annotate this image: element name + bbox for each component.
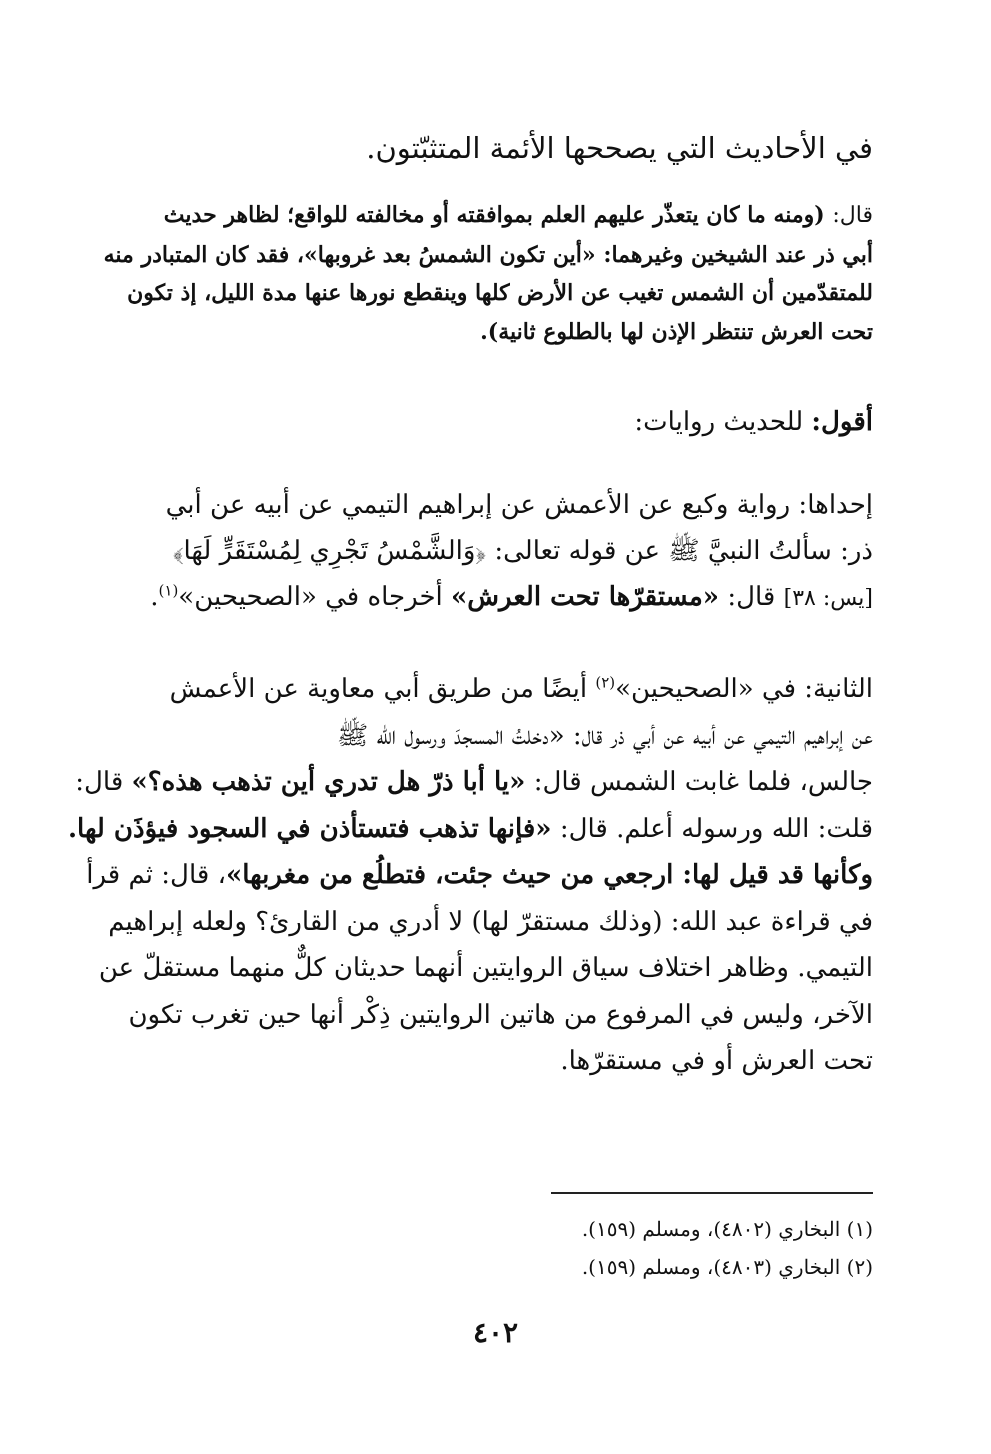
para2-line-3-a: جالس، فلما غابت الشمس قال: bbox=[533, 767, 873, 797]
para1-line-2: ذر: سألتُ النبيَّ ﷺ عن قوله تعالى: ﴿وَالشَّمْسُ تَجْرِي لِمُسْتَقَرٍّ لَهَا﴾ bbox=[172, 536, 873, 566]
para2-line-7: التيمي. وظاهر اختلاف سياق الروايتين أنهما حديثان كلٌّ منهما مستقلّ عن bbox=[98, 953, 873, 983]
para2-line-1-b: أيضًا من طريق أبي معاوية عن الأعمش bbox=[169, 674, 588, 704]
para2-line-3-b: قال: bbox=[75, 767, 124, 797]
para1-end: . bbox=[150, 582, 159, 612]
para1-line-1: إحداها: رواية وكيع عن الأعمش عن إبراهيم التيمي عن أبيه عن أبي bbox=[165, 490, 873, 520]
footnote-2: (٢) البخاري (٤٨٠٣)، ومسلم (١٥٩). bbox=[581, 1255, 873, 1279]
para2-line-1 bbox=[115, 666, 873, 713]
para2-line-2: عن إبراهيم التيمي عن أبيه عن أبي ذر قال: «دخلتُ المسجدَ ورسول الله ﷺ bbox=[336, 720, 873, 751]
footnote-marker-1[interactable]: (١) bbox=[158, 581, 179, 600]
aqul-label: أقول: bbox=[811, 407, 873, 437]
para1-source: أخرجاه في «الصحيحين» bbox=[178, 582, 443, 612]
para1-said: قال: bbox=[727, 582, 776, 612]
para2-line-8: الآخر، وليس في المرفوع من هاتين الروايتين ذِكْر أنها حين تغرب تكون bbox=[128, 999, 873, 1030]
aqul-line bbox=[115, 400, 873, 444]
para2-line-4-bold: «فإنها تذهب فتستأذن في السجود فيؤذَن لها. bbox=[67, 813, 552, 844]
surah-reference: [يس: ٣٨] bbox=[783, 586, 873, 611]
para1-hadith-bold: «مستقرّها تحت العرش» bbox=[451, 582, 720, 612]
quote-line-4: تحت العرش تنتظر الإذن لها بالطلوع ثانية). bbox=[480, 318, 873, 345]
footnotes bbox=[115, 1210, 873, 1286]
para1-line-3 bbox=[115, 574, 873, 622]
quote-line-3: للمتقدّمين أن الشمس تغيب عن الأرض كلها وينقطع نورها عنها مدة الليل، إذ تكون bbox=[127, 280, 873, 306]
paragraph-first-narration bbox=[115, 482, 873, 622]
para2-line-5-b: ، قال: ثم قرأ bbox=[86, 860, 226, 890]
quote-line-2: أبي ذر عند الشيخين وغيرهما: «أين تكون الشمسُ بعد غروبها»، فقد كان المتبادر منه bbox=[103, 241, 873, 268]
quote-line-1-text: (ومنه ما كان يتعذّر عليهم العلم بموافقته أو مخالفته للواقع؛ لظاهر حديث bbox=[163, 202, 825, 228]
quote-line-1 bbox=[115, 196, 873, 236]
aqul-text: للحديث روايات: bbox=[634, 407, 804, 437]
footnote-1: (١) البخاري (٤٨٠٢)، ومسلم (١٥٩). bbox=[581, 1217, 873, 1241]
para2-line-9: تحت العرش أو في مستقرّها. bbox=[560, 1046, 873, 1076]
para2-line-3 bbox=[75, 759, 873, 806]
quoted-passage bbox=[103, 196, 873, 351]
para2-line-1-a: الثانية: في «الصحيحين» bbox=[615, 674, 873, 704]
footnote-marker-2[interactable]: (٢) bbox=[595, 673, 616, 692]
quote-lead: قال: bbox=[832, 203, 873, 228]
page-number: ٤٠٢ bbox=[472, 1316, 519, 1349]
footnote-divider bbox=[551, 1192, 873, 1194]
para2-line-6: في قراءة عبد الله: (وذلك مستقرّ لها) لا أدري من القارئ؟ ولعله إبراهيم bbox=[108, 906, 873, 937]
para2-line-4 bbox=[67, 806, 873, 853]
para2-line-4-a: قلت: الله ورسوله أعلم. قال: bbox=[559, 813, 873, 844]
intro-text: في الأحاديث التي يصححها الأئمة المتثبّتون. bbox=[366, 131, 873, 165]
para2-line-5-bold: وكأنها قد قيل لها: ارجعي من حيث جئت، فتطلُع من مغربها» bbox=[225, 860, 873, 890]
para2-line-3-bold: «يا أبا ذرّ هل تدري أين تذهب هذه؟» bbox=[131, 767, 526, 797]
paragraph-second-narration bbox=[67, 666, 873, 1085]
intro-line bbox=[115, 126, 873, 170]
para2-line-5 bbox=[86, 852, 873, 899]
aqul-text-line bbox=[115, 400, 873, 444]
